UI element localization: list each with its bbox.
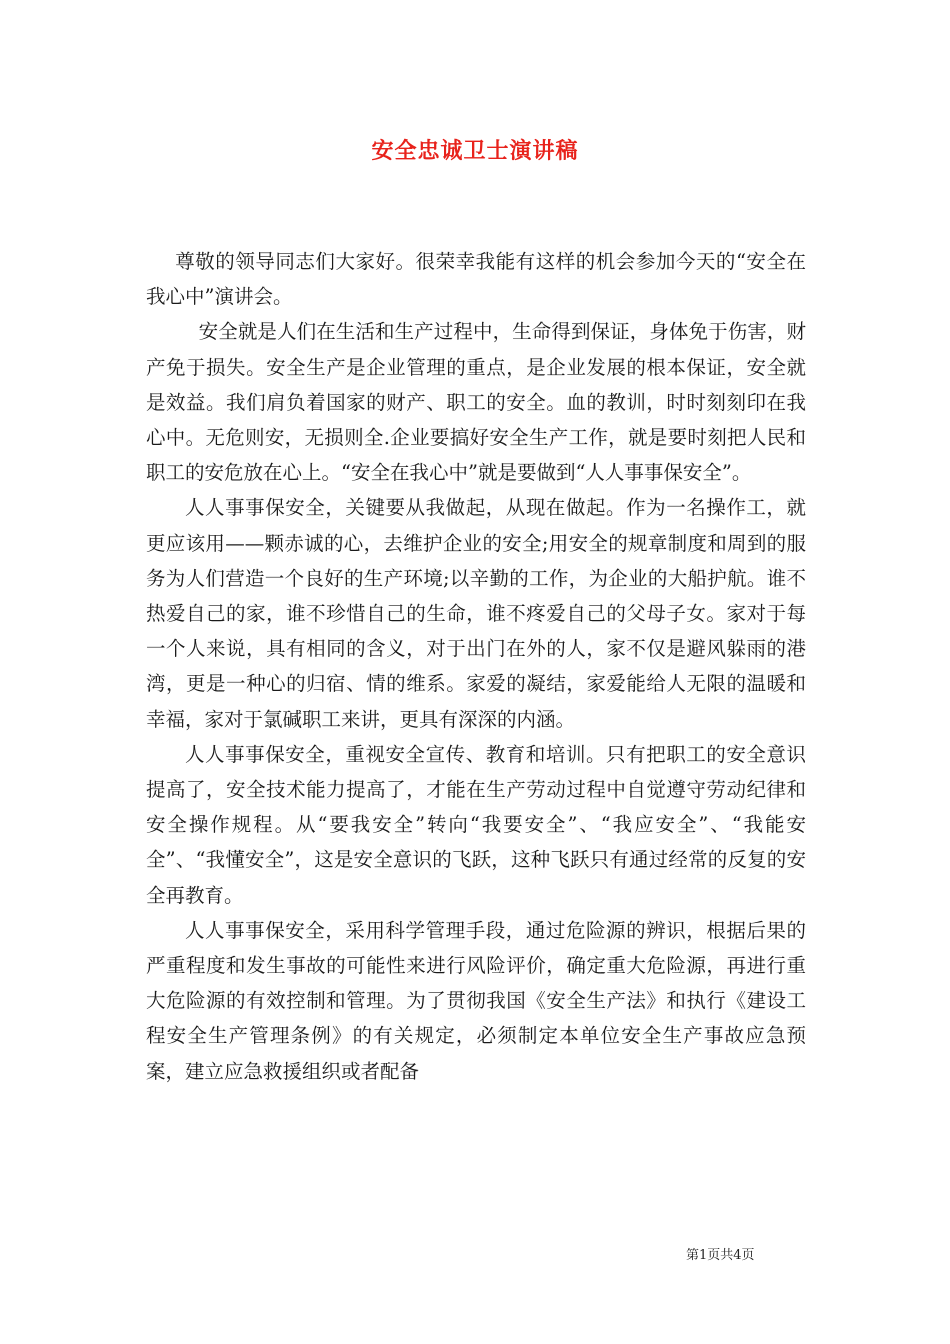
document-title: 安全忠诚卫士演讲稿 <box>371 138 579 164</box>
document-body <box>146 244 806 1089</box>
paragraph-4: 人人事事保安全，重视安全宣传、教育和培训。只有把职工的安全意识提高了，安全技术能力提高了，才能在生产劳动过程中自觉遵守劳动纪律和安全操作规程。从“要我安全”转向“我要安全”、“我应安全”、“我能安全”、“我懂安全”，这是安全意识的飞跃，这种飞跃只有通过经常的反复的安全再教育。 <box>146 742 806 907</box>
paragraph-5: 人人事事保安全，采用科学管理手段，通过危险源的辨识，根据后果的严重程度和发生事故的可能性来进行风险评价，确定重大危险源，再进行重大危险源的有效控制和管理。为了贯彻我国《安全生产法》和执行《建设工程安全生产管理条例》的有关规定，必须制定本单位安全生产事故应急预案，建立应急救援组织或者配备 <box>146 918 806 1083</box>
page-number-footer: 第1页共4页 <box>686 1248 755 1263</box>
paragraph-1: 尊敬的领导同志们大家好。很荣幸我能有这样的机会参加今天的“安全在我心中”演讲会。 <box>146 250 806 309</box>
paragraph-2: 安全就是人们在生活和生产过程中，生命得到保证，身体免于伤害，财产免于损失。安全生产是企业管理的重点，是企业发展的根本保证，安全就是效益。我们肩负着国家的财产、职工的安全。血的教训，时时刻刻印在我心中。无危则安，无损则全.企业要搞好安全生产工作，就是要时刻把人民和职工的安危放在心上。“安全在我心中”就是要做到“人人事事保安全”。 <box>146 320 806 485</box>
paragraph-3: 人人事事保安全，关键要从我做起，从现在做起。作为一名操作工，就更应该用——颗赤诚的心，去维护企业的安全;用安全的规章制度和周到的服务为人们营造一个良好的生产环境;以辛勤的工作，为企业的大船护航。谁不热爱自己的家，谁不珍惜自己的生命，谁不疼爱自己的父母子女。家对于每一个人来说，具有相同的含义，对于出门在外的人，家不仅是避风躲雨的港湾，更是一种心的归宿、情的维系。家爱的凝结，家爱能给人无限的温暖和幸福，家对于氯碱职工来讲，更具有深深的内涵。 <box>146 496 806 731</box>
